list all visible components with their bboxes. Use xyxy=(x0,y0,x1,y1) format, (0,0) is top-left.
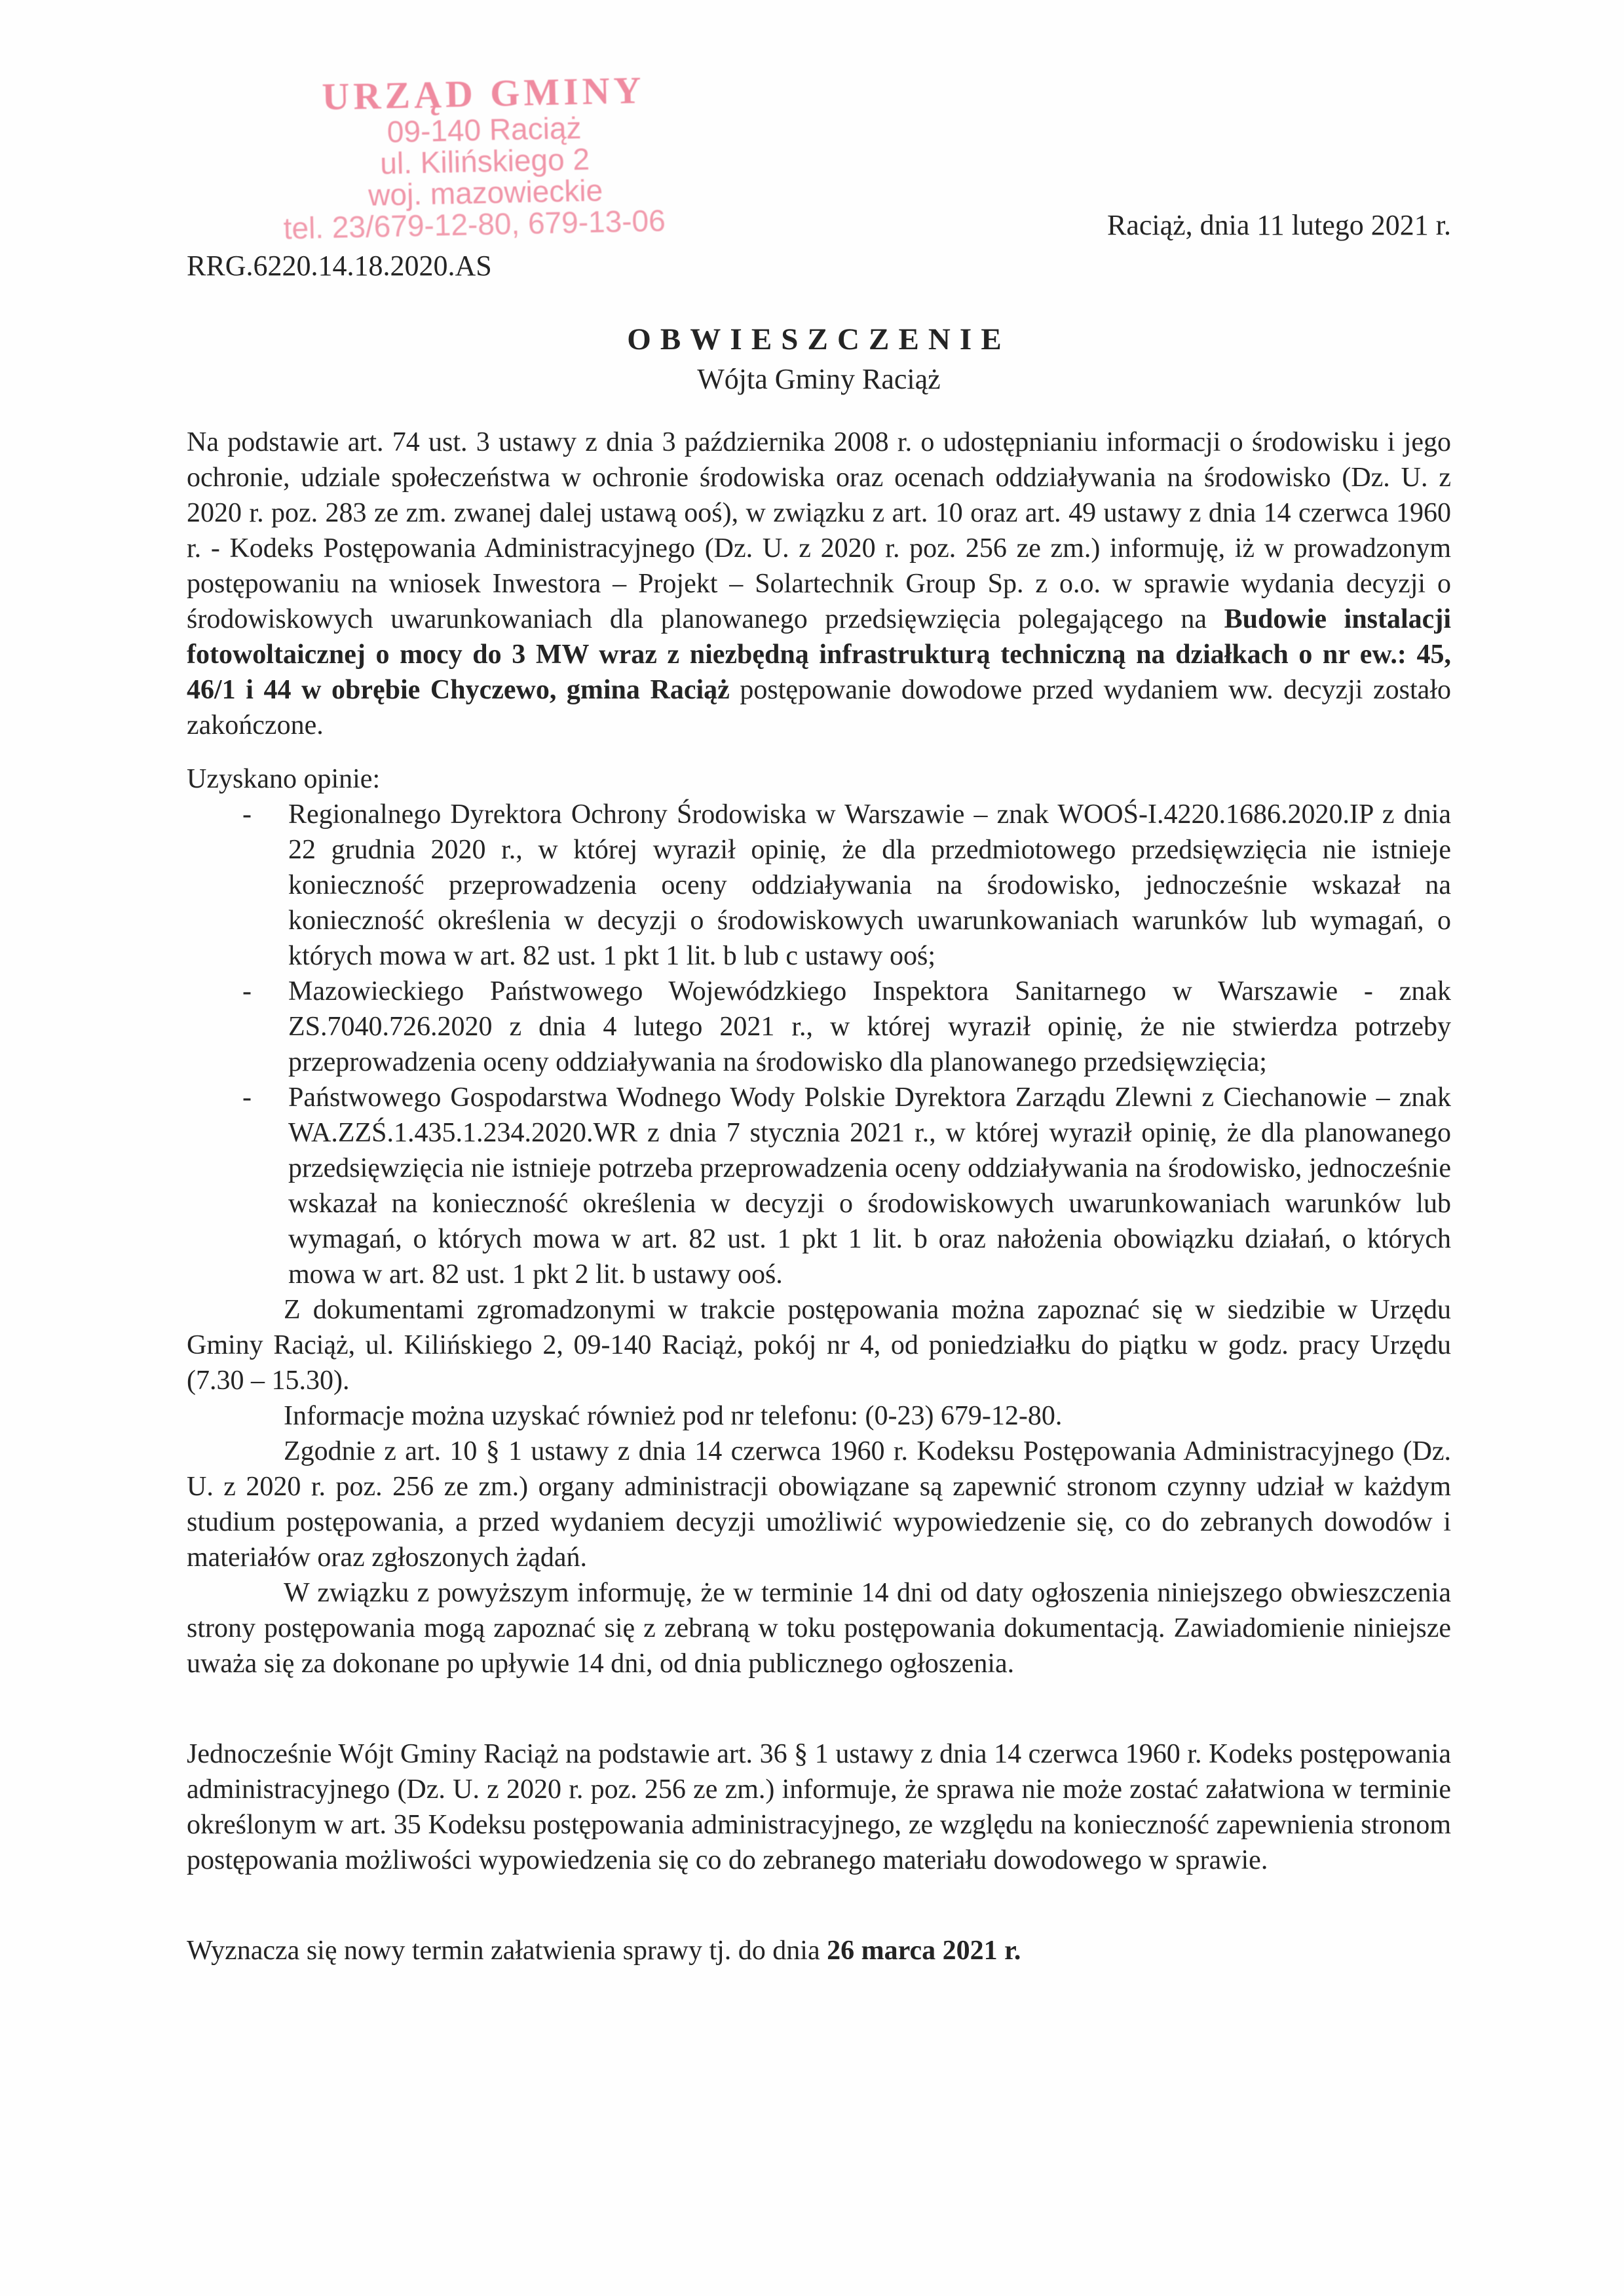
stamp-street: ul. Kilińskiego 2 xyxy=(379,142,590,181)
list-item-text xyxy=(288,797,1451,974)
opinions-intro xyxy=(187,761,1451,797)
list-item xyxy=(187,974,1451,1080)
document-title: OBWIESZCZENIE xyxy=(627,322,1011,356)
legal-basis-paragraph xyxy=(187,425,1451,743)
list-item-text xyxy=(288,974,1451,1080)
text: Jednocześnie Wójt Gminy Raciąż na podstawie art. 36 § 1 ustawy z dnia 14 czerwca 1960 r. Kodeks postępowania administracyjnego (Dz. U. z 2020 r. poz. 256 ze zm.) informuje, że sprawa nie może zostać załatwiona w terminie określonym w art. 35 Kodeksu postępowania administracyjnego, ze względu na konieczność zapewnienia stronom postępowania możliwości wypowiedzenia się co do zebranego materiału dowodowego w sprawie. xyxy=(187,1739,1451,1875)
deadline-info-paragraph xyxy=(187,1575,1451,1681)
text: Z dokumentami zgromadzonymi w trakcie postępowania można zapoznać się w siedzibie w Urzędu Gminy Raciąż, ul. Kilińskiego 2, 09-140 Raciąż, pokój nr 4, od poniedziałku do piątku w godz. pracy Urzędu (7.30 – 15.30). xyxy=(187,1295,1451,1396)
text: Uzyskano opinie: xyxy=(187,764,381,794)
bullet-dash: - xyxy=(242,976,252,1006)
kpa-paragraph xyxy=(187,1434,1451,1575)
documents-access-paragraph xyxy=(187,1292,1451,1398)
new-deadline-paragraph xyxy=(187,1933,1451,1968)
list-item xyxy=(187,1080,1451,1292)
bullet-dash: - xyxy=(242,799,252,830)
phone-info-paragraph xyxy=(187,1398,1451,1434)
document-body xyxy=(187,425,1451,1968)
stamp-voivodeship: woj. mazowieckie xyxy=(368,173,603,212)
text: Informacje można uzyskać również pod nr telefonu: (0-23) 679-12-80. xyxy=(284,1401,1063,1431)
stamp-postal-code: 09-140 Raciąż xyxy=(387,110,582,149)
list-item-text xyxy=(288,1080,1451,1292)
bullet-dash: - xyxy=(242,1082,252,1113)
text: Na podstawie art. 74 ust. 3 ustawy z dnia 3 października 2008 r. o udostępnianiu informacji o środowisku i jego ochronie, udziale społeczeństwa w ochronie środowiska oraz ocenach oddziaływania na środowisko (Dz. U. z 2020 r. poz. 283 ze zm. zwanej dalej ustawą ooś), w związku z art. 10 oraz art. 49 ustawy z dnia 14 czerwca 1960 r. - Kodeks Postępowania Administracyjnego (Dz. U. z 2020 r. poz. 256 ze zm.) informuję, iż w prowadzonym postępowaniu na wniosek Inwestora – Projekt – Solartechnik Group Sp. z o.o. w sprawie wydania decyzji o środowiskowych uwarunkowaniach dla planowanego przedsięwzięcia polegającego na xyxy=(187,427,1451,634)
bold-text: Budowie instalacji fotowoltaicznej o mocy do 3 MW wraz z niezbędną infrastrukturą techniczną na działkach o nr ew.: 45, 46/1 i 44 w obrębie Chyczewo, gmina Raciąż xyxy=(187,604,1451,705)
text: Zgodnie z art. 10 § 1 ustawy z dnia 14 czerwca 1960 r. Kodeksu Postępowania Administracyjnego (Dz. U. z 2020 r. poz. 256 ze zm.) organy administracji obowiązane są zapewnić stronom czynny udział w każdym studium postępowania, a przed wydaniem decyzji umożliwić wypowiedzenie się, co do zebranych dowodów i materiałów oraz zgłoszonych żądań. xyxy=(187,1436,1451,1573)
stamp-phone: tel. 23/679-12-80, 679-13-06 xyxy=(283,203,666,246)
text: Wyznacza się nowy termin załatwienia sprawy tj. do dnia xyxy=(187,1936,827,1966)
text: Regionalnego Dyrektora Ochrony Środowiska w Warszawie – znak WOOŚ-I.4220.1686.2020.IP z dnia 22 grudnia 2020 r., w której wyraził opinię, że dla przedmiotowego przedsięwzięcia nie istnieje konieczność przeprowadzenia oceny oddziaływania na środowisko, jednocześnie wskazał na konieczność określenia w decyzji o środowiskowych uwarunkowaniach warunków lub wymagań, o których mowa w art. 82 ust. 1 pkt 1 lit. b lub c ustawy ooś; xyxy=(288,799,1451,971)
title-block xyxy=(187,321,1451,397)
text: Mazowieckiego Państwowego Wojewódzkiego Inspektora Sanitarnego w Warszawie - znak ZS.7040.726.2020 z dnia 4 lutego 2021 r., w której wyraził opinię, że nie stwierdza potrzeby przeprowadzenia oceny oddziaływania na środowisko dla planowanego przedsięwzięcia; xyxy=(288,976,1451,1077)
bold-text: 26 marca 2021 r. xyxy=(827,1936,1021,1966)
text: Państwowego Gospodarstwa Wodnego Wody Polskie Dyrektora Zarządu Zlewni z Ciechanowie – znak WA.ZZŚ.1.435.1.234.2020.WR z dnia 7 stycznia 2021 r., w której wyraził opinię, że dla planowanego przedsięwzięcia nie istnieje potrzeba przeprowadzenia oceny oddziaływania na środowisko, jednocześnie wskazał na konieczność określenia w decyzji o środowiskowych uwarunkowaniach warunków lub wymagań, o których mowa w art. 82 ust. 1 pkt 1 lit. b oraz nałożenia obowiązku działań, o których mowa w art. 82 ust. 1 pkt 2 lit. b ustawy ooś. xyxy=(288,1082,1451,1290)
reference-number: RRG.6220.14.18.2020.AS xyxy=(187,250,492,282)
list-item xyxy=(187,797,1451,974)
extension-paragraph xyxy=(187,1736,1451,1878)
text: postępowanie dowodowe przed wydaniem ww. decyzji zostało zakończone. xyxy=(187,675,1451,740)
document-subtitle: Wójta Gminy Raciąż xyxy=(697,363,941,395)
opinions-list xyxy=(187,797,1451,1292)
text: W związku z powyższym informuję, że w terminie 14 dni od daty ogłoszenia niniejszego obwieszczenia strony postępowania mogą zapoznać się z zebraną w toku postępowania dokumentacją. Zawiadomienie niniejsze uważa się za dokonane po upływie 14 dni, od dnia publicznego ogłoszenia. xyxy=(187,1578,1451,1679)
stamp-office-name: URZĄD GMINY xyxy=(321,68,646,119)
place-and-date: Raciąż, dnia 11 lutego 2021 r. xyxy=(1106,209,1451,241)
